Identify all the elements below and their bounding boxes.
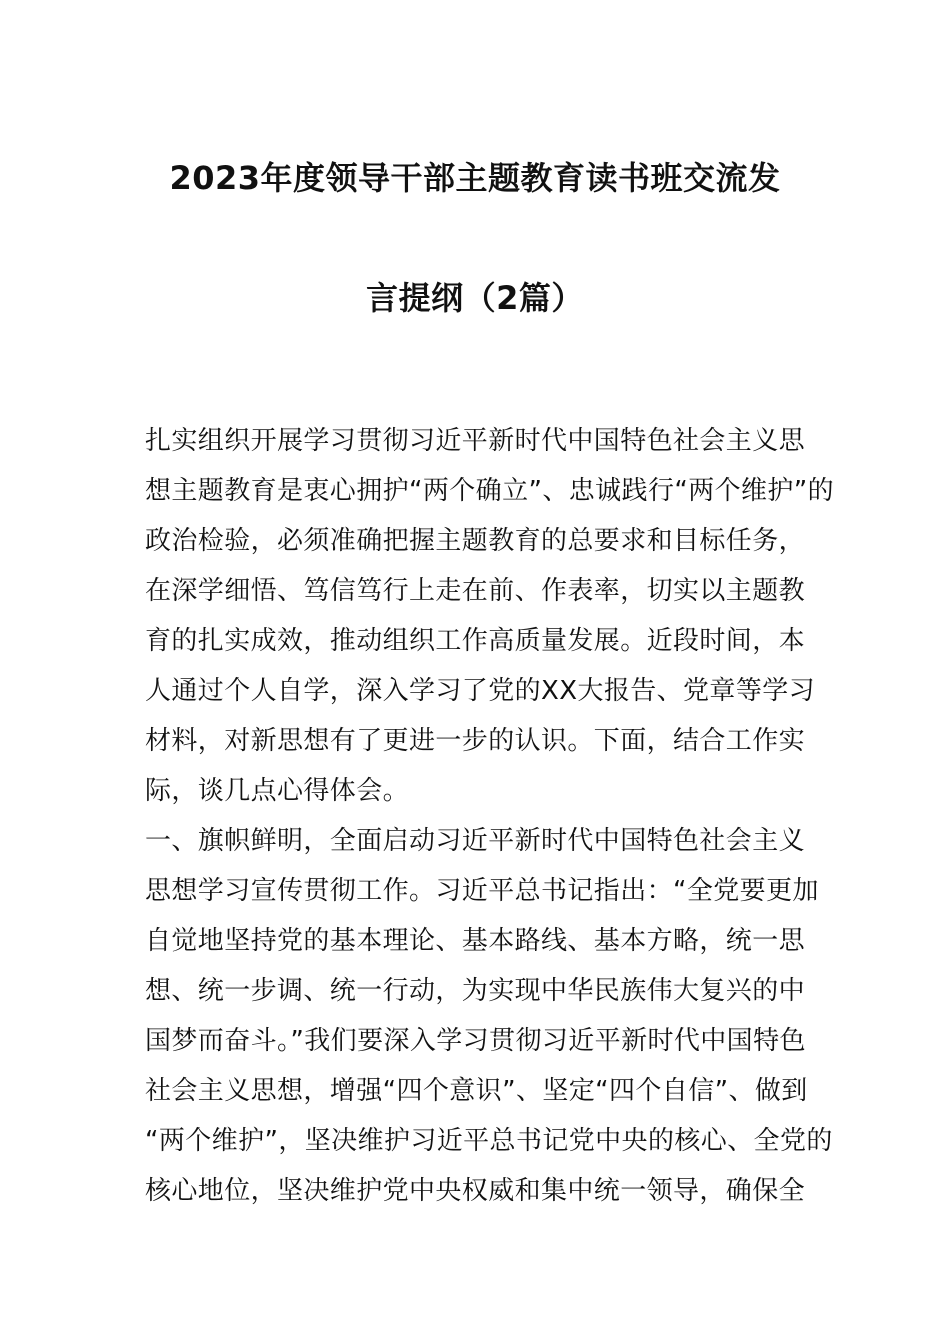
body-line: 国梦而奋斗。”我们要深入学习贯彻习近平新时代中国特色 bbox=[145, 1026, 806, 1056]
body-line: 人通过个人自学，深入学习了党的XX大报告、党章等学习 bbox=[145, 676, 816, 706]
body-line: 社会主义思想，增强“四个意识”、坚定“四个自信”、做到 bbox=[145, 1076, 808, 1106]
body-line: 材料，对新思想有了更进一步的认识。下面，结合工作实 bbox=[145, 726, 806, 756]
body-line: 一、旗帜鲜明，全面启动习近平新时代中国特色社会主义 bbox=[145, 826, 806, 856]
document-title-line-2: 言提纲（2篇） bbox=[366, 279, 584, 317]
body-line: 思想学习宣传贯彻工作。习近平总书记指出：“全党要更加 bbox=[145, 876, 819, 906]
body-line: 在深学细悟、笃信笃行上走在前、作表率，切实以主题教 bbox=[145, 576, 806, 606]
document-title-line-1: 2023年度领导干部主题教育读书班交流发 bbox=[169, 159, 781, 197]
body-line: 核心地位，坚决维护党中央权威和集中统一领导，确保全 bbox=[145, 1176, 806, 1206]
body-line: 想主题教育是衷心拥护“两个确立”、忠诚践行“两个维护”的 bbox=[145, 476, 835, 506]
document-body bbox=[145, 416, 835, 1216]
body-line: 自觉地坚持党的基本理论、基本路线、基本方略，统一思 bbox=[145, 926, 806, 956]
body-line: 政治检验，必须准确把握主题教育的总要求和目标任务， bbox=[145, 526, 806, 556]
body-line: 扎实组织开展学习贯彻习近平新时代中国特色社会主义思 bbox=[145, 426, 806, 456]
body-line: “两个维护”，坚决维护习近平总书记党中央的核心、全党的 bbox=[145, 1126, 833, 1156]
body-line: 际，谈几点心得体会。 bbox=[145, 776, 410, 806]
body-line: 育的扎实成效，推动组织工作高质量发展。近段时间，本 bbox=[145, 626, 806, 656]
body-line: 想、统一步调、统一行动，为实现中华民族伟大复兴的中 bbox=[145, 976, 806, 1006]
